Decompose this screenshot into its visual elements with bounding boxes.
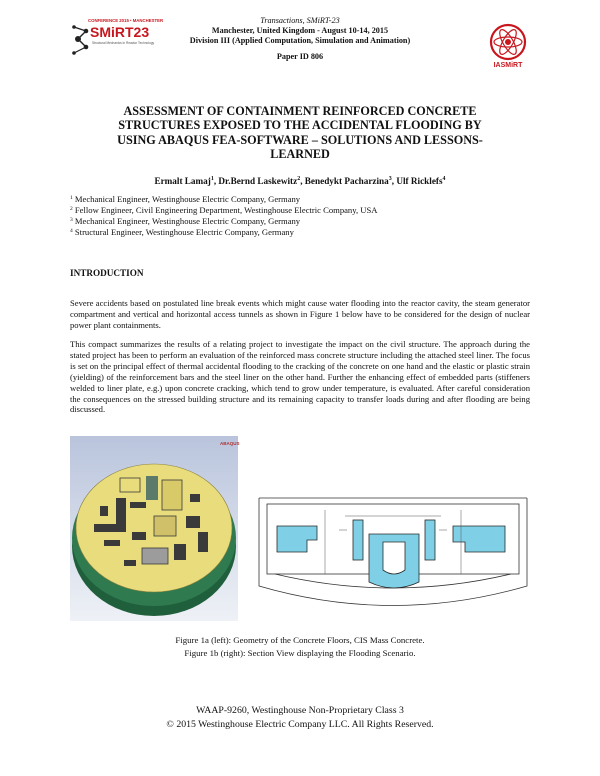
body-paragraph: This compact summarizes the results of a relating project to investigate the impact on the civil structure. The approach during the stated project has been to perform an evaluation of the reinforced mass concrete structure including the attached steel liner. The focus is set on the principal effect of thermal accidental flooding to the cracking of the concrete on one hand and the elastic or plastic strain (yielding) of the reinforcement bars and the steel liner on the other hand. Further the enhancing effect of embedded parts (stiffeners welded to liner plate, e.g.) upon concrete cracking, which tend to grow under temperature, is evaluated. After careful consideration the consequences on the stressed building structure and its remaining capacity to transfer loads during and after flooding are being discussed. [70,339,530,415]
logo-main-text: SMiRT23 [90,24,150,40]
author-sup: 2 [297,176,301,182]
affiliation [70,227,530,238]
author-separator: , [391,176,397,187]
author-name: Ermalt Lamaj [154,176,211,187]
author-list [0,176,600,186]
figure-caption-1a: Figure 1a (left): Geometry of the Concrete Floors, CIS Mass Concrete. [175,635,425,645]
paper-id: Paper ID 806 [276,52,324,61]
logo-sub-text: Structural Mechanics in Reactor Technology [92,41,155,45]
footer-classification: WAAP-9260, Westinghouse Non-Proprietary Class 3 [196,705,404,716]
affiliation [70,216,530,227]
figure-1b-flooding-section [255,490,531,615]
footer-copyright: © 2015 Westinghouse Electric Company LLC. All Rights Reserved. [166,719,434,730]
author-sup: 4 [442,176,446,182]
affiliation-text: Structural Engineer, Westinghouse Electric Company, Germany [74,227,294,237]
iasmirt-text: IASMiRT [493,62,523,69]
affiliation-list [70,194,530,238]
figure-1a-fea-model [70,436,238,621]
affiliation-sup: 2 [70,206,73,212]
software-tag: ABAQUS [220,441,240,446]
author-name: Benedykt Pacharzina [304,176,389,187]
body-paragraph: Severe accidents based on postulated line break events which might cause water flooding into the reactor cavity, the steam generator compartment and vertical and horizontal access tunnels as shown in Figure 1 below have to be considered for the design of nuclear power plant containments. [70,298,530,330]
affiliation [70,194,530,205]
affiliation-sup: 4 [70,228,73,234]
author-name: Dr.Bernd Laskewitz [218,176,298,187]
affiliation-text: Mechanical Engineer, Westinghouse Electric Company, Germany [74,216,301,226]
figure-caption-1b: Figure 1b (right): Section View displaying the Flooding Scenario. [184,648,416,658]
section-heading: INTRODUCTION [70,268,144,278]
affiliation-sup: 3 [70,217,73,223]
reactor-vessel [383,542,405,574]
affiliation [70,205,530,216]
paper-title: ASSESSMENT OF CONTAINMENT REINFORCED CONCRETE STRUCTURES EXPOSED TO THE ACCIDENTAL FLOODING BY USING ABAQUS FEA-SOFTWARE – SOLUTIONS AND LESSONS-LEARNED [117,104,483,162]
affiliation-text: Fellow Engineer, Civil Engineering Department, Westinghouse Electric Company, USA [74,205,378,215]
author-separator: , [213,176,219,187]
affiliation-sup: 1 [70,195,73,201]
logo-top-text: CONFERENCE 2015 • MANCHESTER [88,18,164,23]
author-name: Ulf Ricklefs [396,176,443,187]
affiliation-text: Mechanical Engineer, Westinghouse Electric Company, Germany [74,194,301,204]
author-separator: , [300,176,305,187]
journal-name: Transactions, SMiRT-23 [260,16,340,25]
author-sup: 3 [388,176,392,182]
conference-venue: Manchester, United Kingdom - August 10-14, 2015 [211,26,389,35]
division: Division III (Applied Computation, Simulation and Animation) [189,36,411,45]
author-sup: 1 [210,176,214,182]
